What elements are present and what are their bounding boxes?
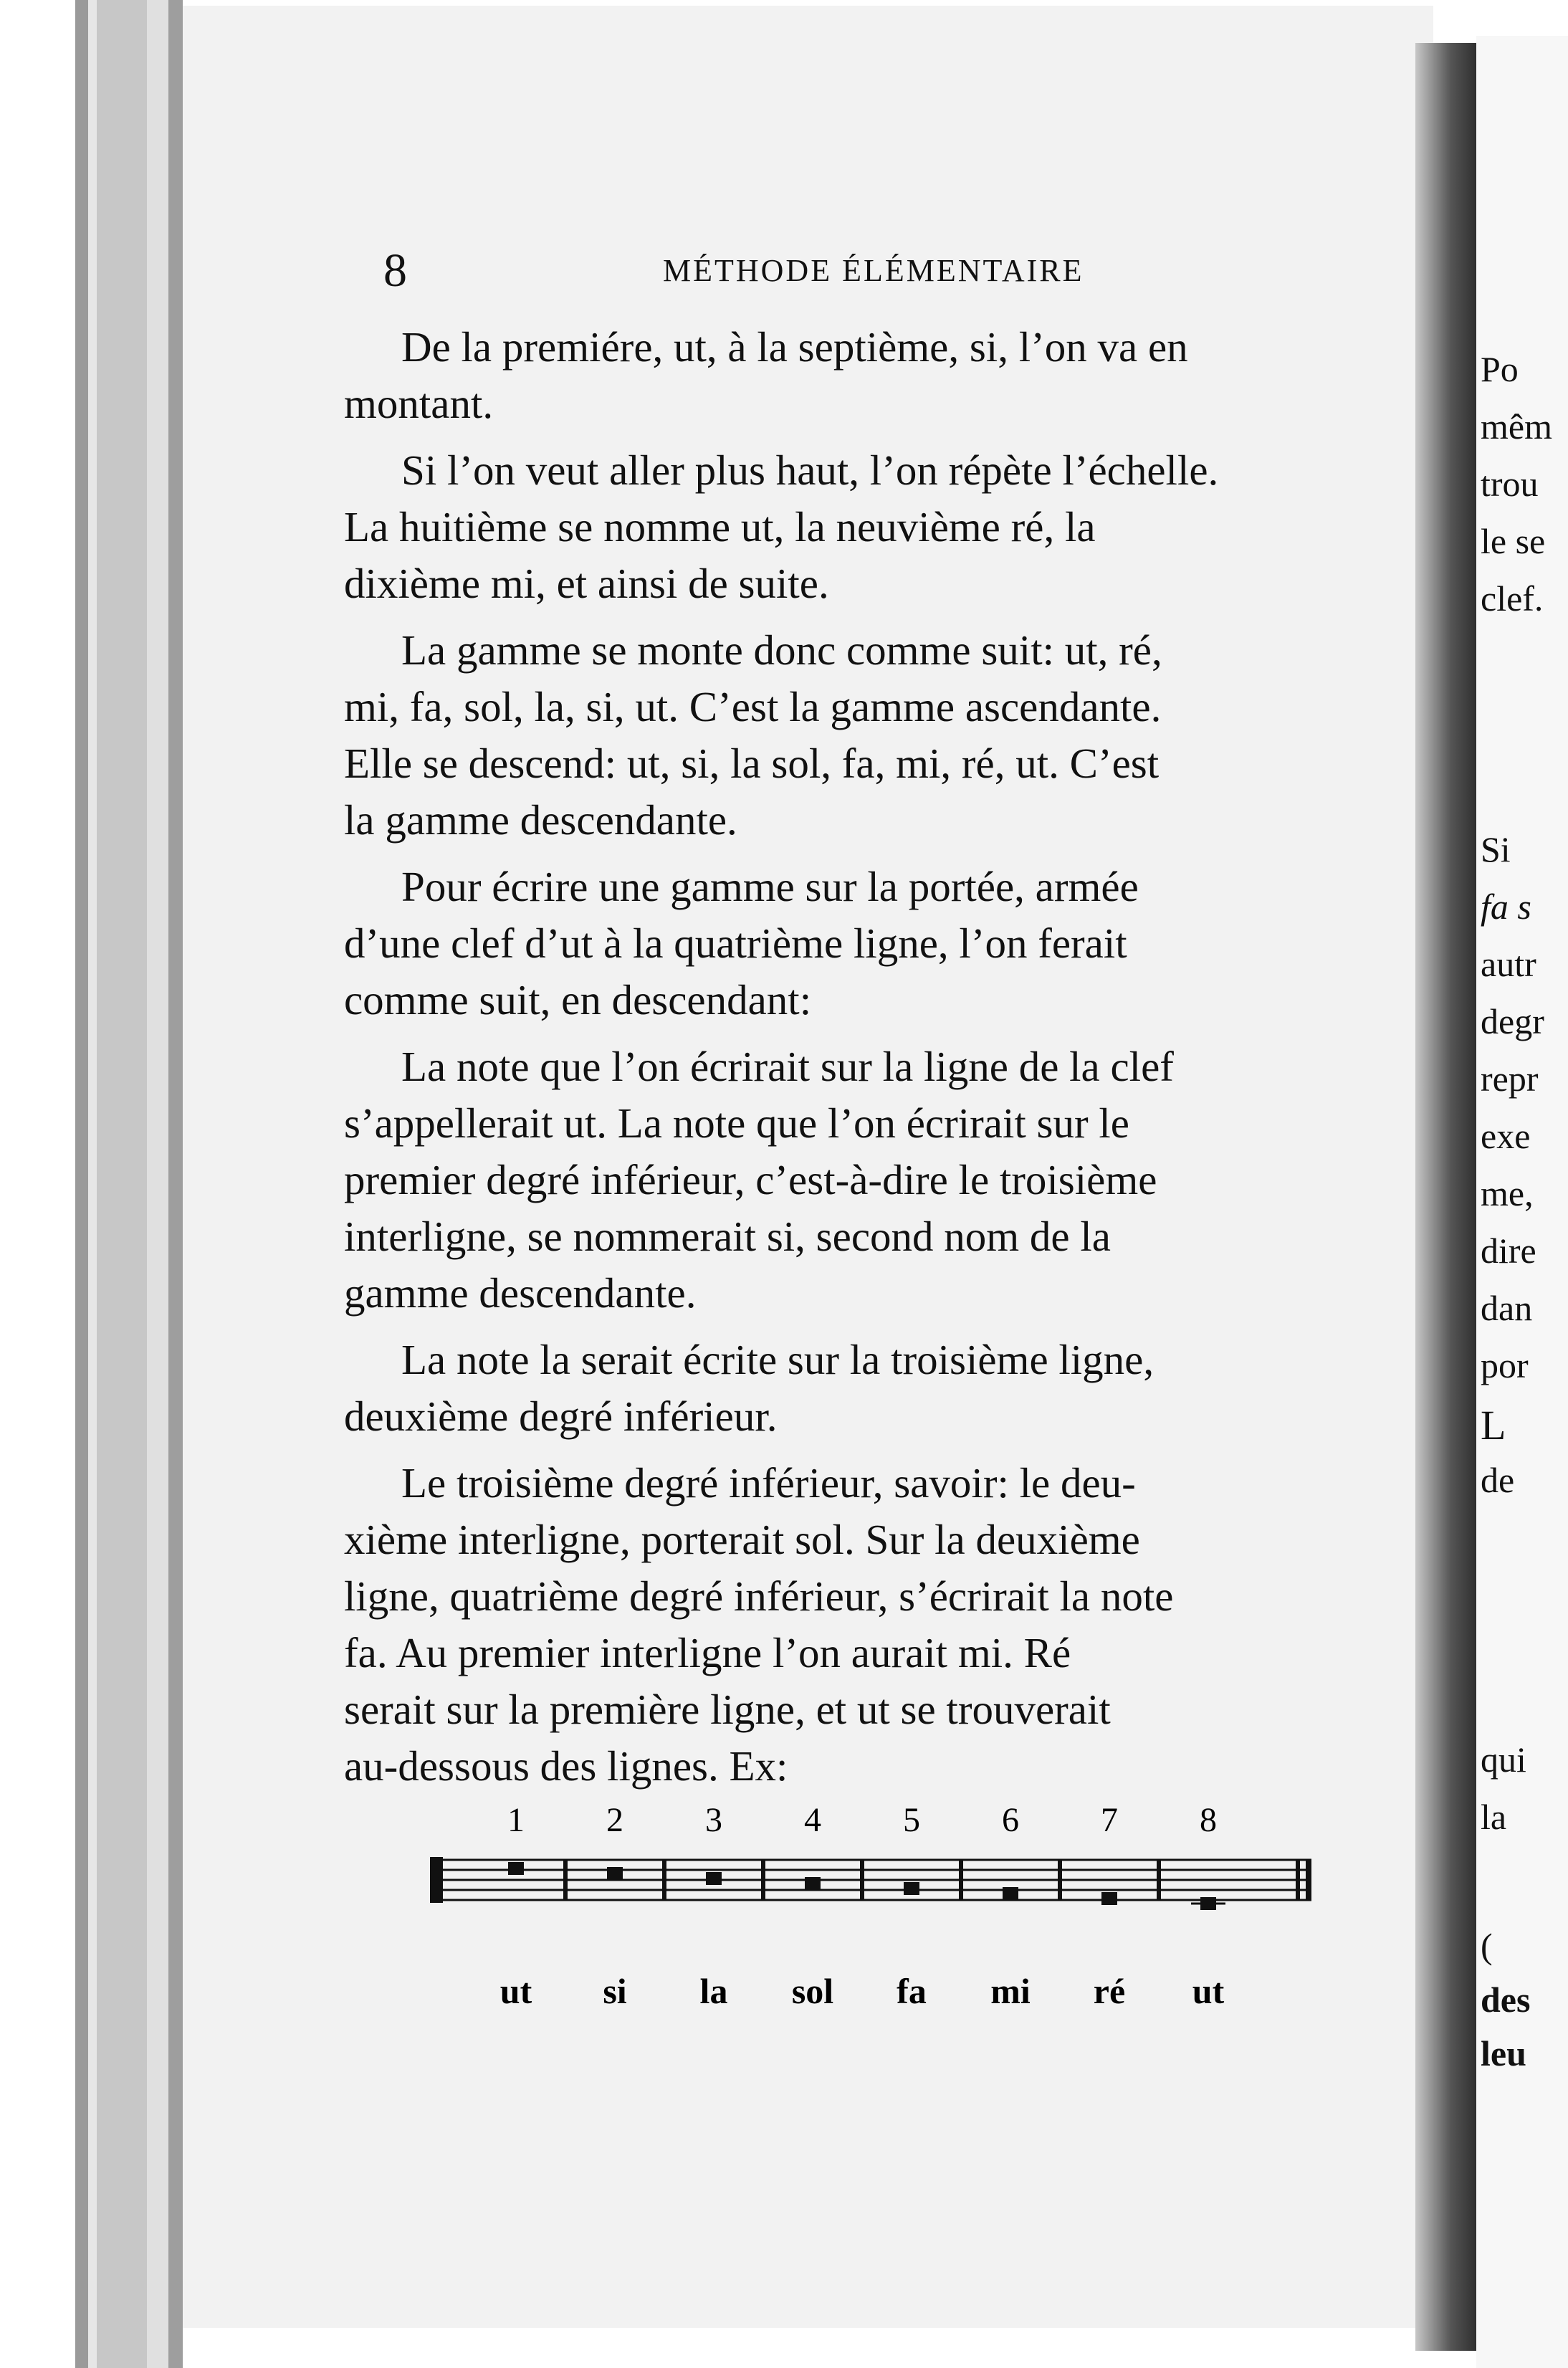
note-head [805, 1877, 821, 1890]
facing-text: trou [1481, 464, 1539, 504]
text-line: Si l’on veut aller plus haut, l’on répète l’échelle. [401, 447, 1219, 494]
running-title: MÉTHODE ÉLÉMENTAIRE [663, 253, 1084, 288]
body-text [344, 319, 1419, 1795]
page-stack-edge [168, 0, 183, 2368]
facing-text: Si [1481, 829, 1511, 869]
scale-degree-number: 1 [507, 1801, 525, 1839]
scale-degree-number: 3 [705, 1801, 722, 1839]
text-line: deuxième degré inférieur. [344, 1393, 778, 1440]
bar-line [1157, 1860, 1161, 1900]
text-line: Le troisième degré inférieur, savoir: le deu- [401, 1459, 1136, 1507]
ut-clef-icon [430, 1857, 443, 1903]
facing-text: mêm [1481, 406, 1552, 447]
note-head [607, 1867, 623, 1880]
text-line: Pour écrire une gamme sur la portée, armée [401, 863, 1139, 910]
text-line: comme suit, en descendant: [344, 976, 812, 1023]
note-head [706, 1872, 722, 1885]
page-stack-edge [147, 0, 168, 2368]
note-syllable: ut [499, 1971, 532, 2011]
note-head [1101, 1892, 1117, 1905]
bar-line [1058, 1860, 1062, 1900]
page-number: 8 [383, 244, 407, 297]
page-stack-edge [97, 0, 147, 2368]
text-line: La note que l’on écrirait sur la ligne de la clef [401, 1043, 1174, 1090]
scale-degree-number: 5 [903, 1801, 920, 1839]
note-head [904, 1882, 919, 1895]
bar-line [959, 1860, 963, 1900]
note-syllable: ut [1192, 1971, 1225, 2011]
note-syllable: fa [897, 1971, 927, 2011]
text-line: fa. Au premier interligne l’on aurait mi. Ré [344, 1629, 1071, 1676]
text-line: La gamme se monte donc comme suit: ut, ré, [401, 626, 1162, 674]
facing-text: fa s [1481, 887, 1531, 927]
note-head [508, 1862, 524, 1875]
note-syllable: sol [791, 1971, 834, 2011]
facing-text: clef. [1481, 578, 1544, 619]
facing-text: dan [1481, 1288, 1533, 1328]
facing-text: leu [1481, 2033, 1526, 2073]
scale-degree-number: 7 [1101, 1801, 1118, 1839]
facing-text: por [1481, 1345, 1529, 1385]
note-head [1003, 1887, 1018, 1900]
facing-page-fragment [1476, 36, 1568, 2368]
bar-line [563, 1860, 568, 1900]
facing-text: degr [1481, 1001, 1544, 1041]
text-line: xième interligne, porterait sol. Sur la deuxième [344, 1516, 1140, 1563]
facing-text: exe [1481, 1116, 1531, 1156]
note-syllable: mi [990, 1971, 1031, 2011]
scale-degree-number: 4 [804, 1801, 821, 1839]
text-line: au-dessous des lignes. Ex: [344, 1742, 788, 1790]
text-line: la gamme descendante. [344, 796, 737, 844]
text-line: La huitième se nomme ut, la neuvième ré, la [344, 503, 1096, 550]
facing-text: me, [1481, 1173, 1534, 1213]
book-gutter-shadow [1415, 43, 1480, 2351]
scale-degree-number: 2 [606, 1801, 623, 1839]
note-syllable: si [603, 1971, 627, 2011]
facing-text: de [1481, 1460, 1515, 1500]
text-line: ligne, quatrième degré inférieur, s’écrirait la note [344, 1572, 1174, 1620]
facing-text: des [1481, 1980, 1531, 2020]
text-line: serait sur la première ligne, et ut se trouverait [344, 1686, 1111, 1733]
text-line: premier degré inférieur, c’est-à-dire le troisième [344, 1156, 1157, 1203]
text-line: mi, fa, sol, la, si, ut. C’est la gamme ascendante. [344, 683, 1162, 730]
facing-text: dire [1481, 1231, 1536, 1271]
bar-line [662, 1860, 666, 1900]
facing-text: Po [1481, 349, 1519, 389]
bar-line [860, 1860, 864, 1900]
text-line: La note la serait écrite sur la troisième ligne, [401, 1336, 1155, 1383]
facing-text: autr [1481, 944, 1536, 984]
facing-text: L [1481, 1402, 1506, 1448]
text-line: Elle se descend: ut, si, la sol, fa, mi, ré, ut. C’est [344, 740, 1160, 787]
text-line: montant. [344, 380, 494, 427]
text-line: dixième mi, et ainsi de suite. [344, 560, 829, 607]
page-stack-edge [88, 0, 97, 2368]
facing-text: le se [1481, 521, 1546, 561]
double-bar [1296, 1860, 1300, 1900]
page-stack-edge [75, 0, 88, 2368]
music-scale-example [423, 1801, 1354, 2021]
bar-line [761, 1860, 765, 1900]
facing-text: repr [1481, 1059, 1539, 1099]
page-header [383, 244, 1415, 301]
double-bar [1306, 1860, 1311, 1900]
facing-text: ( [1481, 1926, 1493, 1966]
note-syllable: la [699, 1971, 728, 2011]
facing-text: qui [1481, 1739, 1526, 1780]
text-line: d’une clef d’ut à la quatrième ligne, l’on ferait [344, 920, 1127, 967]
facing-text: la [1481, 1797, 1507, 1837]
note-syllable: ré [1093, 1971, 1126, 2011]
music-staff [423, 1801, 1354, 2021]
text-line: De la premiére, ut, à la septième, si, l’on va en [401, 323, 1188, 371]
text-line: s’appellerait ut. La note que l’on écrirait sur le [344, 1099, 1129, 1147]
text-line: gamme descendante. [344, 1269, 697, 1317]
text-line: interligne, se nommerait si, second nom de la [344, 1213, 1111, 1260]
scale-degree-number: 6 [1002, 1801, 1019, 1839]
scale-degree-number: 8 [1200, 1801, 1217, 1839]
